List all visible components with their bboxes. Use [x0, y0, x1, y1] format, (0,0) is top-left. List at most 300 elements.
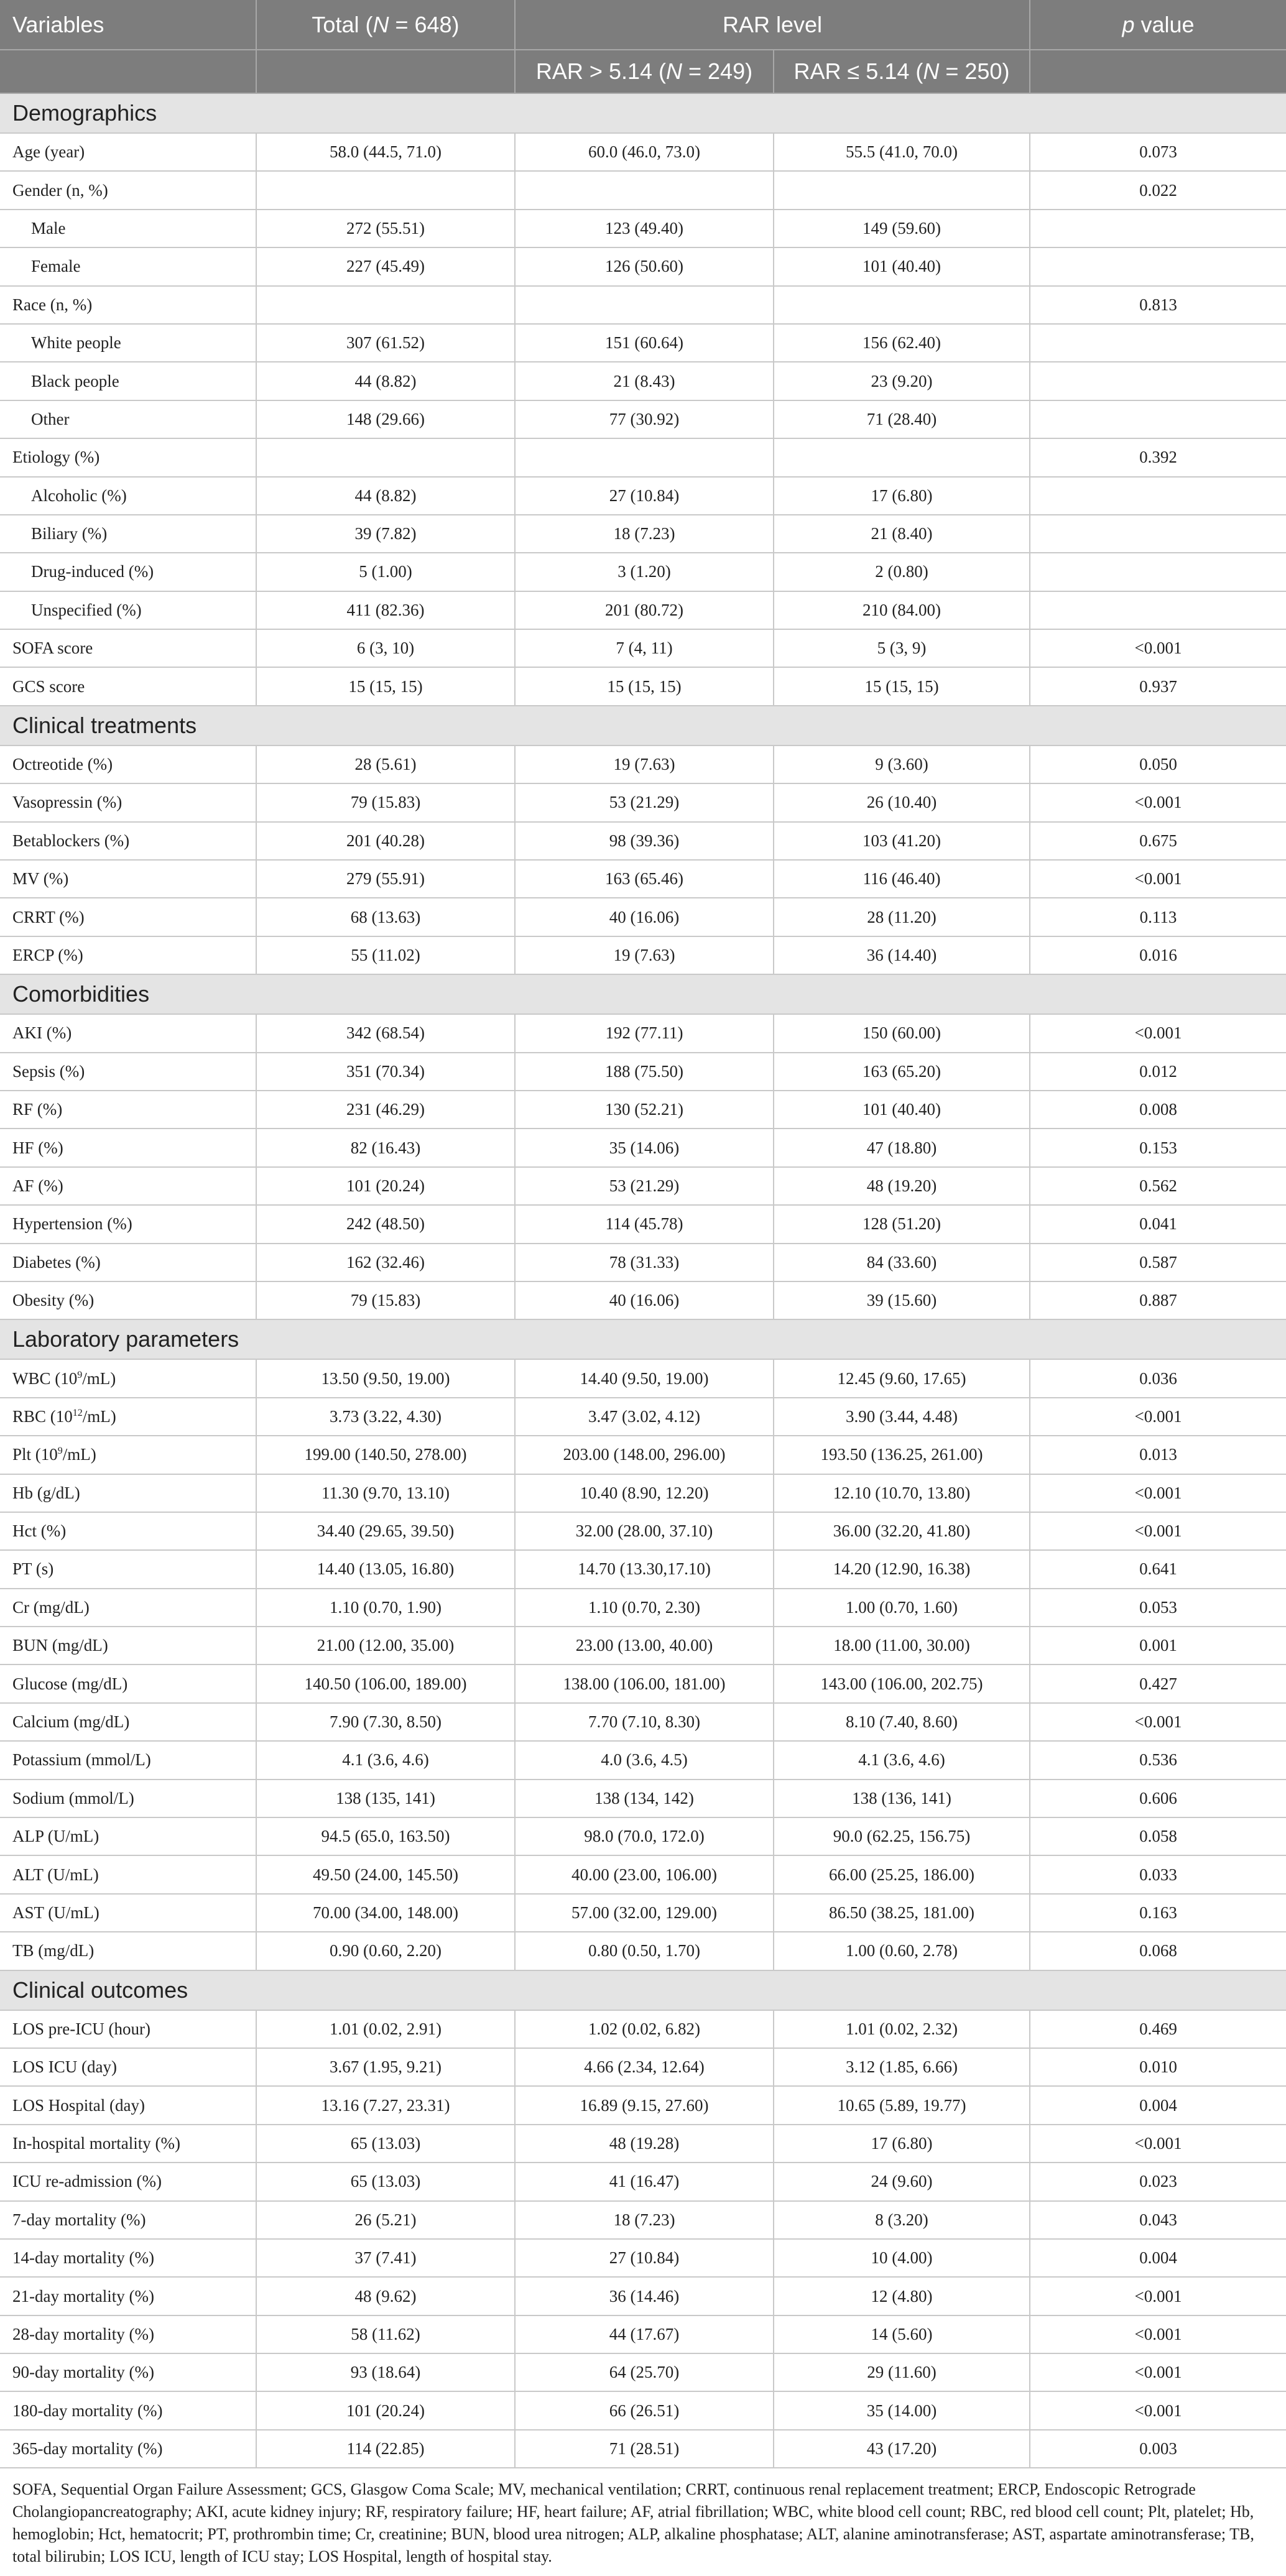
rar-high-cell: 19 (7.63)	[515, 746, 774, 783]
total-cell: 5 (1.00)	[256, 553, 515, 591]
variable-label-text: Plt (10	[12, 1445, 58, 1464]
total-cell: 28 (5.61)	[256, 746, 515, 783]
rar-high-cell: 40 (16.06)	[515, 898, 774, 936]
table-row	[0, 1436, 1286, 1474]
total-cell: 7.90 (7.30, 8.50)	[256, 1703, 515, 1741]
rar-low-cell: 36.00 (32.20, 41.80)	[774, 1512, 1030, 1550]
total-cell: 44 (8.82)	[256, 477, 515, 515]
rar-low-cell: 17 (6.80)	[774, 2125, 1030, 2163]
rar-low-cell: 3.12 (1.85, 6.66)	[774, 2048, 1030, 2086]
p-value-cell: 0.012	[1030, 1053, 1286, 1091]
p-value-cell: 0.469	[1030, 2010, 1286, 2048]
total-cell: 0.90 (0.60, 2.20)	[256, 1932, 515, 1970]
p-value-cell: 0.004	[1030, 2239, 1286, 2277]
total-cell: 201 (40.28)	[256, 822, 515, 860]
variable-label: AST (U/mL)	[0, 1894, 256, 1932]
variable-label: TB (mg/dL)	[0, 1932, 256, 1970]
variable-label	[0, 1359, 256, 1397]
rar-low-cell: 12.10 (10.70, 13.80)	[774, 1474, 1030, 1512]
variable-label: Cr (mg/dL)	[0, 1589, 256, 1627]
table-row	[0, 1932, 1286, 1970]
rar-low-cell: 10 (4.00)	[774, 2239, 1030, 2277]
p-value-cell: 0.053	[1030, 1589, 1286, 1627]
p-value-cell	[1030, 400, 1286, 438]
rar-low-cell: 150 (60.00)	[774, 1014, 1030, 1052]
rar-low-cell: 36 (14.40)	[774, 936, 1030, 974]
total-cell: 101 (20.24)	[256, 2391, 515, 2429]
rar-high-cell: 7 (4, 11)	[515, 629, 774, 667]
total-cell: 140.50 (106.00, 189.00)	[256, 1664, 515, 1702]
variable-label: Obesity (%)	[0, 1281, 256, 1319]
table-row	[0, 1589, 1286, 1627]
table-row	[0, 1053, 1286, 1091]
table-row	[0, 1359, 1286, 1397]
p-value-cell: <0.001	[1030, 2277, 1286, 2315]
table-row	[0, 362, 1286, 400]
variable-label: Sepsis (%)	[0, 1053, 256, 1091]
table-row	[0, 286, 1286, 324]
header-p-letter: p	[1122, 11, 1135, 37]
rar-high-cell: 188 (75.50)	[515, 1053, 774, 1091]
total-cell	[256, 171, 515, 209]
total-cell: 342 (68.54)	[256, 1014, 515, 1052]
table-footnote: SOFA, Sequential Organ Failure Assessment; GCS, Glasgow Coma Scale; MV, mechanical ventilation; CRRT, continuous renal replacement treatment; ERCP, Endoscopic Retrograde Cholangiopancreatography; AKI, acute kidney injury; RF, respiratory failure; HF, heart failure; AF, atrial fibrillation; WBC, white blood cell count; RBC, red blood cell count; Plt, platelet; Hb, hemoglobin; Hct, hematocrit; PT, prothrombin time; Cr, creatinine; BUN, blood urea nitrogen; ALP, alkaline phosphatase; ALT, alanine aminotransferase; AST, aspartate aminotransferase; TB, total bilirubin; LOS ICU, length of ICU stay; LOS Hospital, length of hospital stay.	[12, 2480, 1254, 2566]
p-value-cell: 0.073	[1030, 133, 1286, 171]
total-cell: 307 (61.52)	[256, 324, 515, 362]
p-value-cell: <0.001	[1030, 783, 1286, 821]
variable-label: LOS Hospital (day)	[0, 2086, 256, 2124]
rar-high-cell: 64 (25.70)	[515, 2353, 774, 2391]
total-cell: 48 (9.62)	[256, 2277, 515, 2315]
rar-high-cell: 98.0 (70.0, 172.0)	[515, 1817, 774, 1855]
total-cell: 162 (32.46)	[256, 1244, 515, 1281]
rar-low-cell: 101 (40.40)	[774, 1091, 1030, 1129]
total-cell: 6 (3, 10)	[256, 629, 515, 667]
rar-low-cell: 29 (11.60)	[774, 2353, 1030, 2391]
total-cell: 242 (48.50)	[256, 1205, 515, 1243]
p-value-cell: 0.003	[1030, 2430, 1286, 2468]
rar-low-cell: 28 (11.20)	[774, 898, 1030, 936]
variable-label: LOS ICU (day)	[0, 2048, 256, 2086]
rar-high-cell: 36 (14.46)	[515, 2277, 774, 2315]
variable-label: SOFA score	[0, 629, 256, 667]
rar-low-cell: 210 (84.00)	[774, 591, 1030, 629]
rar-low-cell: 12.45 (9.60, 17.65)	[774, 1359, 1030, 1397]
section-header-row	[0, 1970, 1286, 2010]
rar-low-cell: 39 (15.60)	[774, 1281, 1030, 1319]
rar-low-cell	[774, 438, 1030, 476]
table-row	[0, 2163, 1286, 2200]
p-value-cell: <0.001	[1030, 1014, 1286, 1052]
table-row	[0, 400, 1286, 438]
p-value-cell: 0.050	[1030, 746, 1286, 783]
rar-high-cell: 40 (16.06)	[515, 1281, 774, 1319]
rar-high-cell: 57.00 (32.00, 129.00)	[515, 1894, 774, 1932]
rar-high-cell: 40.00 (23.00, 106.00)	[515, 1855, 774, 1893]
p-value-cell: 0.016	[1030, 936, 1286, 974]
p-value-cell: 0.041	[1030, 1205, 1286, 1243]
rar-low-cell: 1.01 (0.02, 2.32)	[774, 2010, 1030, 2048]
p-value-cell: 0.008	[1030, 1091, 1286, 1129]
table-row	[0, 591, 1286, 629]
table-row	[0, 1129, 1286, 1166]
variable-label: Octreotide (%)	[0, 746, 256, 783]
table-row	[0, 1741, 1286, 1779]
p-value-cell: 0.587	[1030, 1244, 1286, 1281]
total-cell: 13.50 (9.50, 19.00)	[256, 1359, 515, 1397]
table-row	[0, 1205, 1286, 1243]
table-row	[0, 324, 1286, 362]
rar-high-cell: 53 (21.29)	[515, 1167, 774, 1205]
rar-low-cell: 14 (5.60)	[774, 2315, 1030, 2353]
total-cell: 15 (15, 15)	[256, 667, 515, 705]
rar-high-cell: 78 (31.33)	[515, 1244, 774, 1281]
total-cell: 272 (55.51)	[256, 210, 515, 247]
rar-high-cell: 53 (21.29)	[515, 783, 774, 821]
table-row	[0, 1855, 1286, 1893]
variable-label: 21-day mortality (%)	[0, 2277, 256, 2315]
p-value-cell: 0.010	[1030, 2048, 1286, 2086]
variable-label: Other	[0, 400, 256, 438]
total-cell: 44 (8.82)	[256, 362, 515, 400]
table-row	[0, 2277, 1286, 2315]
variable-label: 90-day mortality (%)	[0, 2353, 256, 2391]
table-row	[0, 1474, 1286, 1512]
variable-label: Hypertension (%)	[0, 1205, 256, 1243]
table-row	[0, 2048, 1286, 2086]
variable-label: Diabetes (%)	[0, 1244, 256, 1281]
rar-high-cell: 4.0 (3.6, 4.5)	[515, 1741, 774, 1779]
rar-low-cell: 2 (0.80)	[774, 553, 1030, 591]
total-cell: 231 (46.29)	[256, 1091, 515, 1129]
table-row	[0, 1894, 1286, 1932]
table-row	[0, 171, 1286, 209]
variable-label: Unspecified (%)	[0, 591, 256, 629]
rar-low-cell: 5 (3, 9)	[774, 629, 1030, 667]
variable-label: Sodium (mmol/L)	[0, 1780, 256, 1817]
rar-high-cell: 41 (16.47)	[515, 2163, 774, 2200]
total-cell: 82 (16.43)	[256, 1129, 515, 1166]
rar-low-cell: 116 (46.40)	[774, 860, 1030, 898]
rar-low-cell: 14.20 (12.90, 16.38)	[774, 1550, 1030, 1588]
p-value-cell	[1030, 247, 1286, 285]
table-row	[0, 210, 1286, 247]
total-cell: 13.16 (7.27, 23.31)	[256, 2086, 515, 2124]
variable-label: Age (year)	[0, 133, 256, 171]
table-row	[0, 822, 1286, 860]
variable-label: Alcoholic (%)	[0, 477, 256, 515]
rar-low-cell: 84 (33.60)	[774, 1244, 1030, 1281]
rar-low-cell: 103 (41.20)	[774, 822, 1030, 860]
rar-high-cell: 14.70 (13.30,17.10)	[515, 1550, 774, 1588]
table-row	[0, 1244, 1286, 1281]
section-title: Clinical treatments	[0, 706, 1286, 746]
rar-low-cell: 17 (6.80)	[774, 477, 1030, 515]
total-cell: 39 (7.82)	[256, 515, 515, 553]
p-value-cell: 0.068	[1030, 1932, 1286, 1970]
variable-label-text: WBC (10	[12, 1369, 78, 1388]
table-row	[0, 1091, 1286, 1129]
variable-label: Glucose (mg/dL)	[0, 1664, 256, 1702]
variable-label: Calcium (mg/dL)	[0, 1703, 256, 1741]
total-cell: 70.00 (34.00, 148.00)	[256, 1894, 515, 1932]
rar-low-cell: 8.10 (7.40, 8.60)	[774, 1703, 1030, 1741]
header-variables: Variables	[0, 0, 256, 50]
variable-label: AKI (%)	[0, 1014, 256, 1052]
p-value-cell: <0.001	[1030, 1703, 1286, 1741]
table-row	[0, 2086, 1286, 2124]
p-value-cell: 0.675	[1030, 822, 1286, 860]
rar-high-cell: 114 (45.78)	[515, 1205, 774, 1243]
variable-label	[0, 1398, 256, 1436]
table-row	[0, 2430, 1286, 2468]
rar-high-cell: 151 (60.64)	[515, 324, 774, 362]
total-cell: 34.40 (29.65, 39.50)	[256, 1512, 515, 1550]
total-cell: 138 (135, 141)	[256, 1780, 515, 1817]
p-value-cell	[1030, 324, 1286, 362]
rar-high-cell: 15 (15, 15)	[515, 667, 774, 705]
variable-label: Race (n, %)	[0, 286, 256, 324]
total-cell: 1.10 (0.70, 1.90)	[256, 1589, 515, 1627]
table-row	[0, 438, 1286, 476]
variable-label-text: RBC (10	[12, 1406, 73, 1426]
header-rar-high-prefix: RAR > 5.14 (	[535, 58, 666, 84]
variable-label: GCS score	[0, 667, 256, 705]
header-total-prefix: Total (	[312, 11, 373, 37]
p-value-cell: 0.536	[1030, 1741, 1286, 1779]
total-cell: 26 (5.21)	[256, 2201, 515, 2239]
variable-label: Potassium (mmol/L)	[0, 1741, 256, 1779]
header-rar-high-suffix: = 249)	[682, 58, 753, 84]
rar-high-cell: 27 (10.84)	[515, 477, 774, 515]
total-cell: 11.30 (9.70, 13.10)	[256, 1474, 515, 1512]
section-title: Laboratory parameters	[0, 1319, 1286, 1359]
p-value-cell	[1030, 362, 1286, 400]
rar-high-cell: 27 (10.84)	[515, 2239, 774, 2277]
rar-high-cell: 138 (134, 142)	[515, 1780, 774, 1817]
variable-label: In-hospital mortality (%)	[0, 2125, 256, 2163]
p-value-cell: <0.001	[1030, 1398, 1286, 1436]
p-value-cell	[1030, 477, 1286, 515]
rar-low-cell: 101 (40.40)	[774, 247, 1030, 285]
header-rar-low-suffix: = 250)	[939, 58, 1010, 84]
p-value-cell: 0.023	[1030, 2163, 1286, 2200]
rar-low-cell: 10.65 (5.89, 19.77)	[774, 2086, 1030, 2124]
variable-label: ICU re-admission (%)	[0, 2163, 256, 2200]
variable-label-exponent: 12	[72, 1407, 83, 1418]
rar-high-cell: 0.80 (0.50, 1.70)	[515, 1932, 774, 1970]
rar-high-cell: 123 (49.40)	[515, 210, 774, 247]
p-value-cell: <0.001	[1030, 2125, 1286, 2163]
rar-high-cell: 98 (39.36)	[515, 822, 774, 860]
rar-low-cell: 1.00 (0.60, 2.78)	[774, 1932, 1030, 1970]
rar-high-cell: 60.0 (46.0, 73.0)	[515, 133, 774, 171]
total-cell: 101 (20.24)	[256, 1167, 515, 1205]
p-value-cell: 0.562	[1030, 1167, 1286, 1205]
variable-label: 14-day mortality (%)	[0, 2239, 256, 2277]
table-row	[0, 1281, 1286, 1319]
rar-low-cell: 21 (8.40)	[774, 515, 1030, 553]
rar-high-cell: 44 (17.67)	[515, 2315, 774, 2353]
rar-high-cell: 3 (1.20)	[515, 553, 774, 591]
rar-low-cell: 55.5 (41.0, 70.0)	[774, 133, 1030, 171]
total-cell: 351 (70.34)	[256, 1053, 515, 1091]
rar-low-cell: 9 (3.60)	[774, 746, 1030, 783]
table-row	[0, 2010, 1286, 2048]
section-header-row	[0, 706, 1286, 746]
rar-high-cell: 16.89 (9.15, 27.60)	[515, 2086, 774, 2124]
p-value-cell: 0.392	[1030, 438, 1286, 476]
variable-label: Etiology (%)	[0, 438, 256, 476]
table-row	[0, 1167, 1286, 1205]
p-value-cell: 0.887	[1030, 1281, 1286, 1319]
p-value-cell: 0.004	[1030, 2086, 1286, 2124]
rar-low-cell: 128 (51.20)	[774, 1205, 1030, 1243]
section-header-row	[0, 93, 1286, 133]
total-cell	[256, 438, 515, 476]
total-cell: 227 (45.49)	[256, 247, 515, 285]
total-cell: 79 (15.83)	[256, 783, 515, 821]
rar-low-cell: 86.50 (38.25, 181.00)	[774, 1894, 1030, 1932]
variable-label: Hb (g/dL)	[0, 1474, 256, 1512]
total-cell: 49.50 (24.00, 145.50)	[256, 1855, 515, 1893]
rar-high-cell	[515, 438, 774, 476]
variable-label-unit: /mL)	[82, 1369, 116, 1388]
total-cell: 65 (13.03)	[256, 2163, 515, 2200]
table-row	[0, 515, 1286, 553]
total-cell: 3.73 (3.22, 4.30)	[256, 1398, 515, 1436]
table-row	[0, 2201, 1286, 2239]
header-row-1	[0, 0, 1286, 50]
table-row	[0, 1627, 1286, 1664]
rar-low-cell: 4.1 (3.6, 4.6)	[774, 1741, 1030, 1779]
table-row	[0, 553, 1286, 591]
variable-label: 7-day mortality (%)	[0, 2201, 256, 2239]
section-title: Demographics	[0, 93, 1286, 133]
variable-label: PT (s)	[0, 1550, 256, 1588]
rar-high-cell: 1.02 (0.02, 6.82)	[515, 2010, 774, 2048]
rar-low-cell: 24 (9.60)	[774, 2163, 1030, 2200]
total-cell: 4.1 (3.6, 4.6)	[256, 1741, 515, 1779]
header-p-value	[1030, 0, 1286, 50]
rar-high-cell: 71 (28.51)	[515, 2430, 774, 2468]
variable-label: Gender (n, %)	[0, 171, 256, 209]
variable-label-unit: /mL)	[82, 1406, 116, 1426]
p-value-cell: 0.813	[1030, 286, 1286, 324]
rar-low-cell: 3.90 (3.44, 4.48)	[774, 1398, 1030, 1436]
variable-label: ERCP (%)	[0, 936, 256, 974]
variable-label	[0, 1436, 256, 1474]
table-row	[0, 667, 1286, 705]
table-row	[0, 936, 1286, 974]
total-cell: 58 (11.62)	[256, 2315, 515, 2353]
variable-label: Female	[0, 247, 256, 285]
table-row	[0, 1398, 1286, 1436]
table-row	[0, 1780, 1286, 1817]
rar-low-cell: 193.50 (136.25, 261.00)	[774, 1436, 1030, 1474]
p-value-cell: 0.153	[1030, 1129, 1286, 1166]
section-title: Comorbidities	[0, 974, 1286, 1014]
total-cell: 21.00 (12.00, 35.00)	[256, 1627, 515, 1664]
p-value-cell: 0.013	[1030, 1436, 1286, 1474]
p-value-cell: 0.033	[1030, 1855, 1286, 1893]
table-row	[0, 247, 1286, 285]
variable-label: MV (%)	[0, 860, 256, 898]
rar-low-cell: 26 (10.40)	[774, 783, 1030, 821]
rar-high-cell: 4.66 (2.34, 12.64)	[515, 2048, 774, 2086]
table-row	[0, 2353, 1286, 2391]
table-row	[0, 133, 1286, 171]
rar-high-cell: 1.10 (0.70, 2.30)	[515, 1589, 774, 1627]
p-value-cell: <0.001	[1030, 1474, 1286, 1512]
rar-high-cell: 130 (52.21)	[515, 1091, 774, 1129]
table-row	[0, 1664, 1286, 1702]
header-total-suffix: = 648)	[389, 11, 460, 37]
total-cell: 148 (29.66)	[256, 400, 515, 438]
p-value-cell: <0.001	[1030, 1512, 1286, 1550]
p-value-cell: 0.937	[1030, 667, 1286, 705]
p-value-cell: 0.058	[1030, 1817, 1286, 1855]
rar-low-cell: 163 (65.20)	[774, 1053, 1030, 1091]
header-row-2	[0, 50, 1286, 93]
total-cell: 114 (22.85)	[256, 2430, 515, 2468]
rar-low-cell: 66.00 (25.25, 186.00)	[774, 1855, 1030, 1893]
total-cell: 14.40 (13.05, 16.80)	[256, 1550, 515, 1588]
rar-high-cell: 138.00 (106.00, 181.00)	[515, 1664, 774, 1702]
p-value-cell: <0.001	[1030, 2391, 1286, 2429]
variable-label: Vasopressin (%)	[0, 783, 256, 821]
total-cell: 279 (55.91)	[256, 860, 515, 898]
variable-label-exponent: 9	[57, 1446, 63, 1457]
rar-high-cell: 7.70 (7.10, 8.30)	[515, 1703, 774, 1741]
variable-label: 28-day mortality (%)	[0, 2315, 256, 2353]
table-row	[0, 783, 1286, 821]
variable-label-exponent: 9	[77, 1369, 83, 1380]
variable-label: White people	[0, 324, 256, 362]
p-value-cell	[1030, 210, 1286, 247]
rar-high-cell: 192 (77.11)	[515, 1014, 774, 1052]
rar-high-cell: 126 (50.60)	[515, 247, 774, 285]
rar-high-cell: 35 (14.06)	[515, 1129, 774, 1166]
p-value-cell	[1030, 591, 1286, 629]
rar-high-cell: 32.00 (28.00, 37.10)	[515, 1512, 774, 1550]
variable-label: 180-day mortality (%)	[0, 2391, 256, 2429]
table-row	[0, 746, 1286, 783]
section-title: Clinical outcomes	[0, 1970, 1286, 2010]
table-row	[0, 1817, 1286, 1855]
rar-low-cell: 1.00 (0.70, 1.60)	[774, 1589, 1030, 1627]
p-value-cell: 0.641	[1030, 1550, 1286, 1588]
rar-high-cell: 14.40 (9.50, 19.00)	[515, 1359, 774, 1397]
variable-label: ALP (U/mL)	[0, 1817, 256, 1855]
rar-low-cell: 35 (14.00)	[774, 2391, 1030, 2429]
rar-high-cell: 48 (19.28)	[515, 2125, 774, 2163]
rar-low-cell: 143.00 (106.00, 202.75)	[774, 1664, 1030, 1702]
header-rar-low-prefix: RAR ≤ 5.14 (	[793, 58, 923, 84]
header-blank-2	[256, 50, 515, 93]
rar-high-cell: 163 (65.46)	[515, 860, 774, 898]
rar-low-cell: 12 (4.80)	[774, 2277, 1030, 2315]
p-value-cell: 0.043	[1030, 2201, 1286, 2239]
rar-high-cell	[515, 286, 774, 324]
total-cell: 199.00 (140.50, 278.00)	[256, 1436, 515, 1474]
table-row	[0, 2315, 1286, 2353]
table-row	[0, 2125, 1286, 2163]
rar-low-cell: 149 (59.60)	[774, 210, 1030, 247]
section-header-row	[0, 974, 1286, 1014]
total-cell: 79 (15.83)	[256, 1281, 515, 1319]
rar-low-cell: 47 (18.80)	[774, 1129, 1030, 1166]
